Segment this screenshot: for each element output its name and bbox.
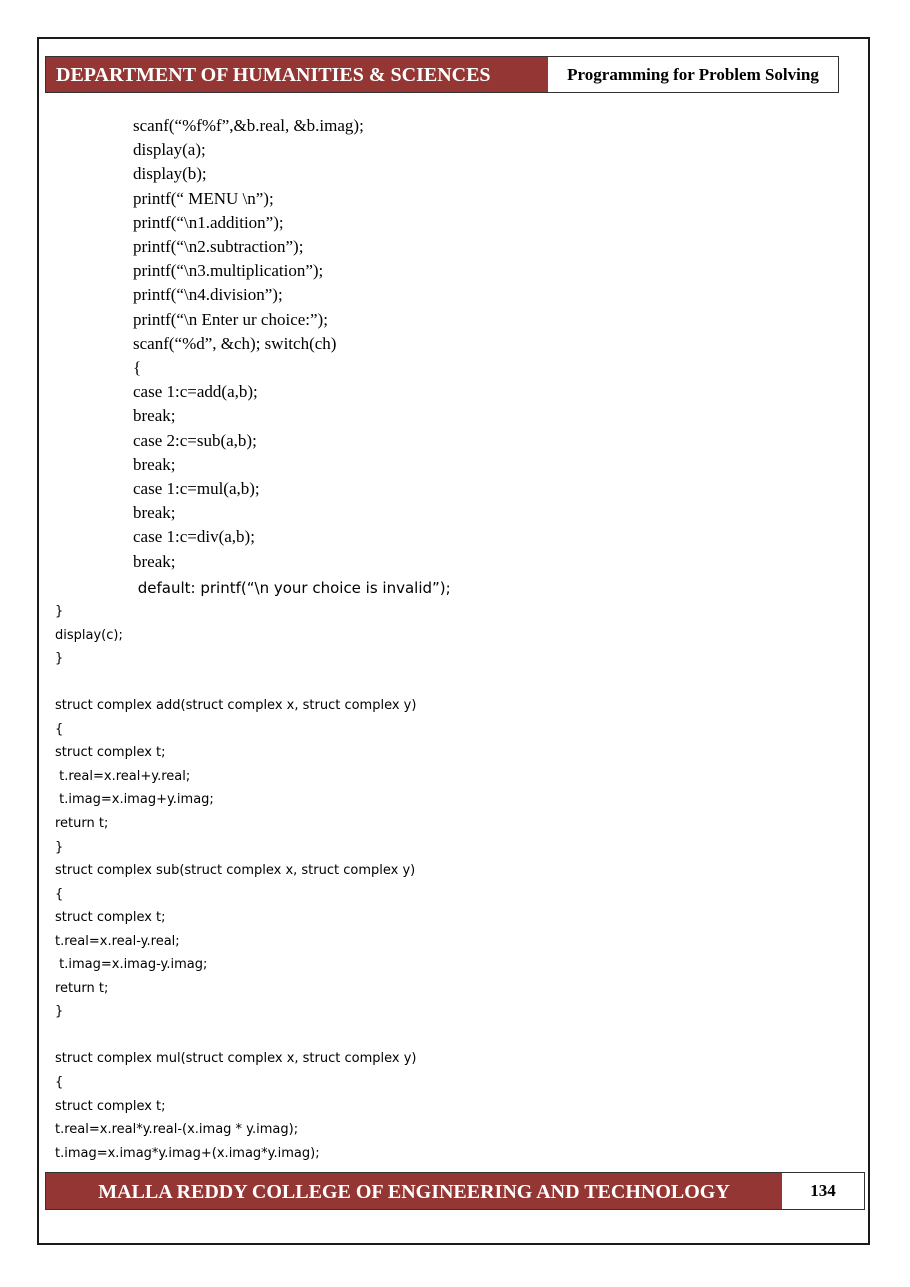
code-line: printf(“\n2.subtraction”); [133, 237, 304, 256]
code-line: { [55, 1075, 64, 1090]
department-title: DEPARTMENT OF HUMANITIES & SCIENCES [46, 57, 548, 92]
code-line: t.imag=x.imag*y.imag+(x.imag*y.imag); [55, 1145, 320, 1161]
code-line: struct complex t; [55, 1098, 166, 1114]
page-number: 134 [782, 1173, 864, 1209]
code-line: printf(“\n Enter ur choice:”); [133, 309, 328, 329]
code-line: { [55, 721, 64, 737]
code-line: t.real=x.real-y.real; [55, 933, 180, 949]
code-line: struct complex t; [55, 910, 166, 926]
code-line: t.real=x.real+y.real; [55, 768, 191, 784]
code-line: t.real=x.real*y.real-(x.imag * y.imag); [55, 1122, 299, 1138]
code-line: { [133, 358, 142, 377]
code-line: printf(“\n3.multiplication”); [133, 261, 324, 281]
code-line: break; [133, 454, 176, 474]
page-header [45, 56, 839, 93]
code-line: display(c); [55, 627, 123, 643]
code-line: } [55, 604, 64, 619]
code-line: scanf(“%d”, &ch); switch(ch) [133, 333, 337, 353]
code-line: case 1:c=mul(a,b); [133, 479, 260, 498]
page-footer [45, 1172, 865, 1210]
code-line: t.imag=x.imag-y.imag; [55, 957, 208, 973]
code-line: printf(“ MENU \n”); [133, 188, 274, 208]
code-line-default: default: printf(“\n your choice is invalid”); [133, 579, 451, 597]
code-line: } [55, 1004, 64, 1020]
code-line: display(b); [133, 164, 207, 184]
code-line: struct complex mul(struct complex x, struct complex y) [55, 1051, 417, 1067]
code-line: return t; [55, 815, 109, 831]
code-line: } [55, 839, 64, 855]
code-line: case 2:c=sub(a,b); [133, 430, 257, 450]
code-line: display(a); [133, 140, 206, 160]
code-line: case 1:c=div(a,b); [133, 527, 255, 547]
code-line: printf(“\n4.division”); [133, 285, 283, 305]
code-line: break; [133, 406, 176, 426]
code-line: struct complex sub(struct complex x, struct complex y) [55, 863, 416, 879]
code-line: struct complex t; [55, 745, 166, 761]
code-line: break; [133, 551, 176, 571]
college-name: MALLA REDDY COLLEGE OF ENGINEERING AND TECHNOLOGY [46, 1173, 782, 1209]
code-line: return t; [55, 980, 109, 996]
code-line: case 1:c=add(a,b); [133, 382, 258, 402]
course-title: Programming for Problem Solving [548, 57, 838, 92]
code-line: break; [133, 503, 176, 523]
code-line: } [55, 651, 64, 667]
code-line: scanf(“%f%f”,&b.real, &b.imag); [133, 116, 364, 135]
code-line: struct complex add(struct complex x, struct complex y) [55, 698, 417, 714]
code-line: t.imag=x.imag+y.imag; [55, 792, 214, 808]
code-line: printf(“\n1.addition”); [133, 212, 284, 232]
code-line: { [55, 886, 64, 902]
